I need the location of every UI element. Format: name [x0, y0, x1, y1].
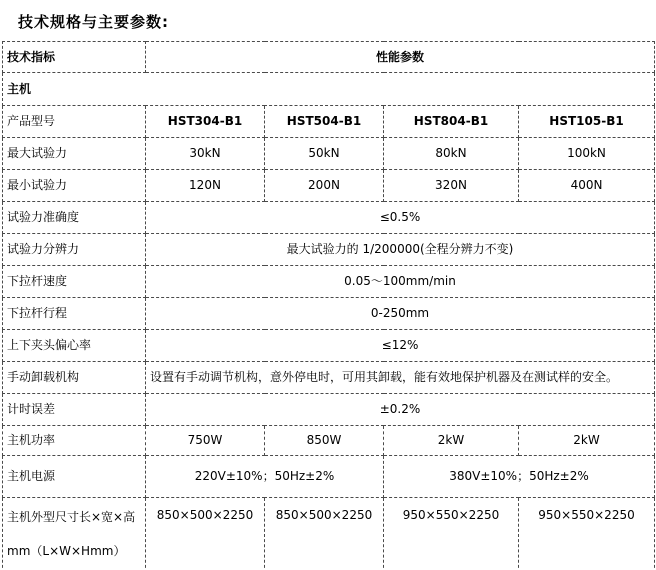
page-title: 技术规格与主要参数: — [18, 13, 169, 31]
value-cell: 80kN — [384, 138, 519, 170]
table-row-timing-error — [3, 394, 655, 426]
value-cell-span2: 220V±10%；50Hz±2% — [146, 456, 384, 498]
value-cell-span2: 380V±10%；50Hz±2% — [384, 456, 655, 498]
value-cell: 950×550×2250 — [519, 498, 655, 570]
value-cell: 850×500×2250 — [146, 498, 265, 570]
value-cell-span: 设置有手动调节机构，意外停电时，可用其卸载，能有效地保护机器及在测试样的安全。 — [146, 362, 655, 394]
row-label: 试验力准确度 — [3, 202, 146, 234]
value-cell: 320N — [384, 170, 519, 202]
row-label: 主机电源 — [3, 456, 146, 498]
table-row-rod-speed — [3, 266, 655, 298]
value-cell: 200N — [265, 170, 384, 202]
row-label: 试验力分辨力 — [3, 234, 146, 266]
model-cell: HST804-B1 — [384, 106, 519, 138]
value-cell: 850×500×2250 — [265, 498, 384, 570]
value-cell: 30kN — [146, 138, 265, 170]
table-row-force-resolution — [3, 234, 655, 266]
row-label: 最大试验力 — [3, 138, 146, 170]
table-row-min-force — [3, 170, 655, 202]
value-cell: 850W — [265, 426, 384, 456]
value-cell-span: 最大试验力的 1/200000(全程分辨力不变) — [146, 234, 655, 266]
model-cell: HST504-B1 — [265, 106, 384, 138]
table-row-machine-power — [3, 426, 655, 456]
row-label: 计时误差 — [3, 394, 146, 426]
value-cell: 2kW — [519, 426, 655, 456]
table-row-manual-unload — [3, 362, 655, 394]
row-label: 产品型号 — [3, 106, 146, 138]
value-cell-span: ±0.2% — [146, 394, 655, 426]
row-label: 上下夹头偏心率 — [3, 330, 146, 362]
table-row-force-accuracy — [3, 202, 655, 234]
row-label: 主机功率 — [3, 426, 146, 456]
value-cell-span: 0.05～100mm/min — [146, 266, 655, 298]
row-label: 主机外型尺寸长×宽×高mm（L×W×Hmm） — [3, 498, 146, 570]
value-cell: 2kW — [384, 426, 519, 456]
table-row-power-supply — [3, 456, 655, 498]
row-label: 下拉杆行程 — [3, 298, 146, 330]
value-cell-span: ≤0.5% — [146, 202, 655, 234]
value-cell-span: 0-250mm — [146, 298, 655, 330]
section-label: 主机 — [3, 73, 655, 106]
value-cell: 120N — [146, 170, 265, 202]
table-row-grip-eccentricity — [3, 330, 655, 362]
table-header-row — [3, 42, 655, 73]
spec-table — [2, 41, 655, 570]
value-cell: 750W — [146, 426, 265, 456]
model-cell: HST304-B1 — [146, 106, 265, 138]
value-cell: 400N — [519, 170, 655, 202]
value-cell: 50kN — [265, 138, 384, 170]
value-cell-span: ≤12% — [146, 330, 655, 362]
header-indicator-cell: 技术指标 — [3, 42, 146, 73]
table-row-rod-travel — [3, 298, 655, 330]
row-label: 下拉杆速度 — [3, 266, 146, 298]
table-row-dimensions — [3, 498, 655, 570]
table-row-product-model — [3, 106, 655, 138]
header-params-cell: 性能参数 — [146, 42, 655, 73]
value-cell: 100kN — [519, 138, 655, 170]
row-label: 最小试验力 — [3, 170, 146, 202]
row-label: 手动卸载机构 — [3, 362, 146, 394]
table-row-max-force — [3, 138, 655, 170]
value-cell: 950×550×2250 — [384, 498, 519, 570]
section-row-main-machine — [3, 73, 655, 106]
model-cell: HST105-B1 — [519, 106, 655, 138]
